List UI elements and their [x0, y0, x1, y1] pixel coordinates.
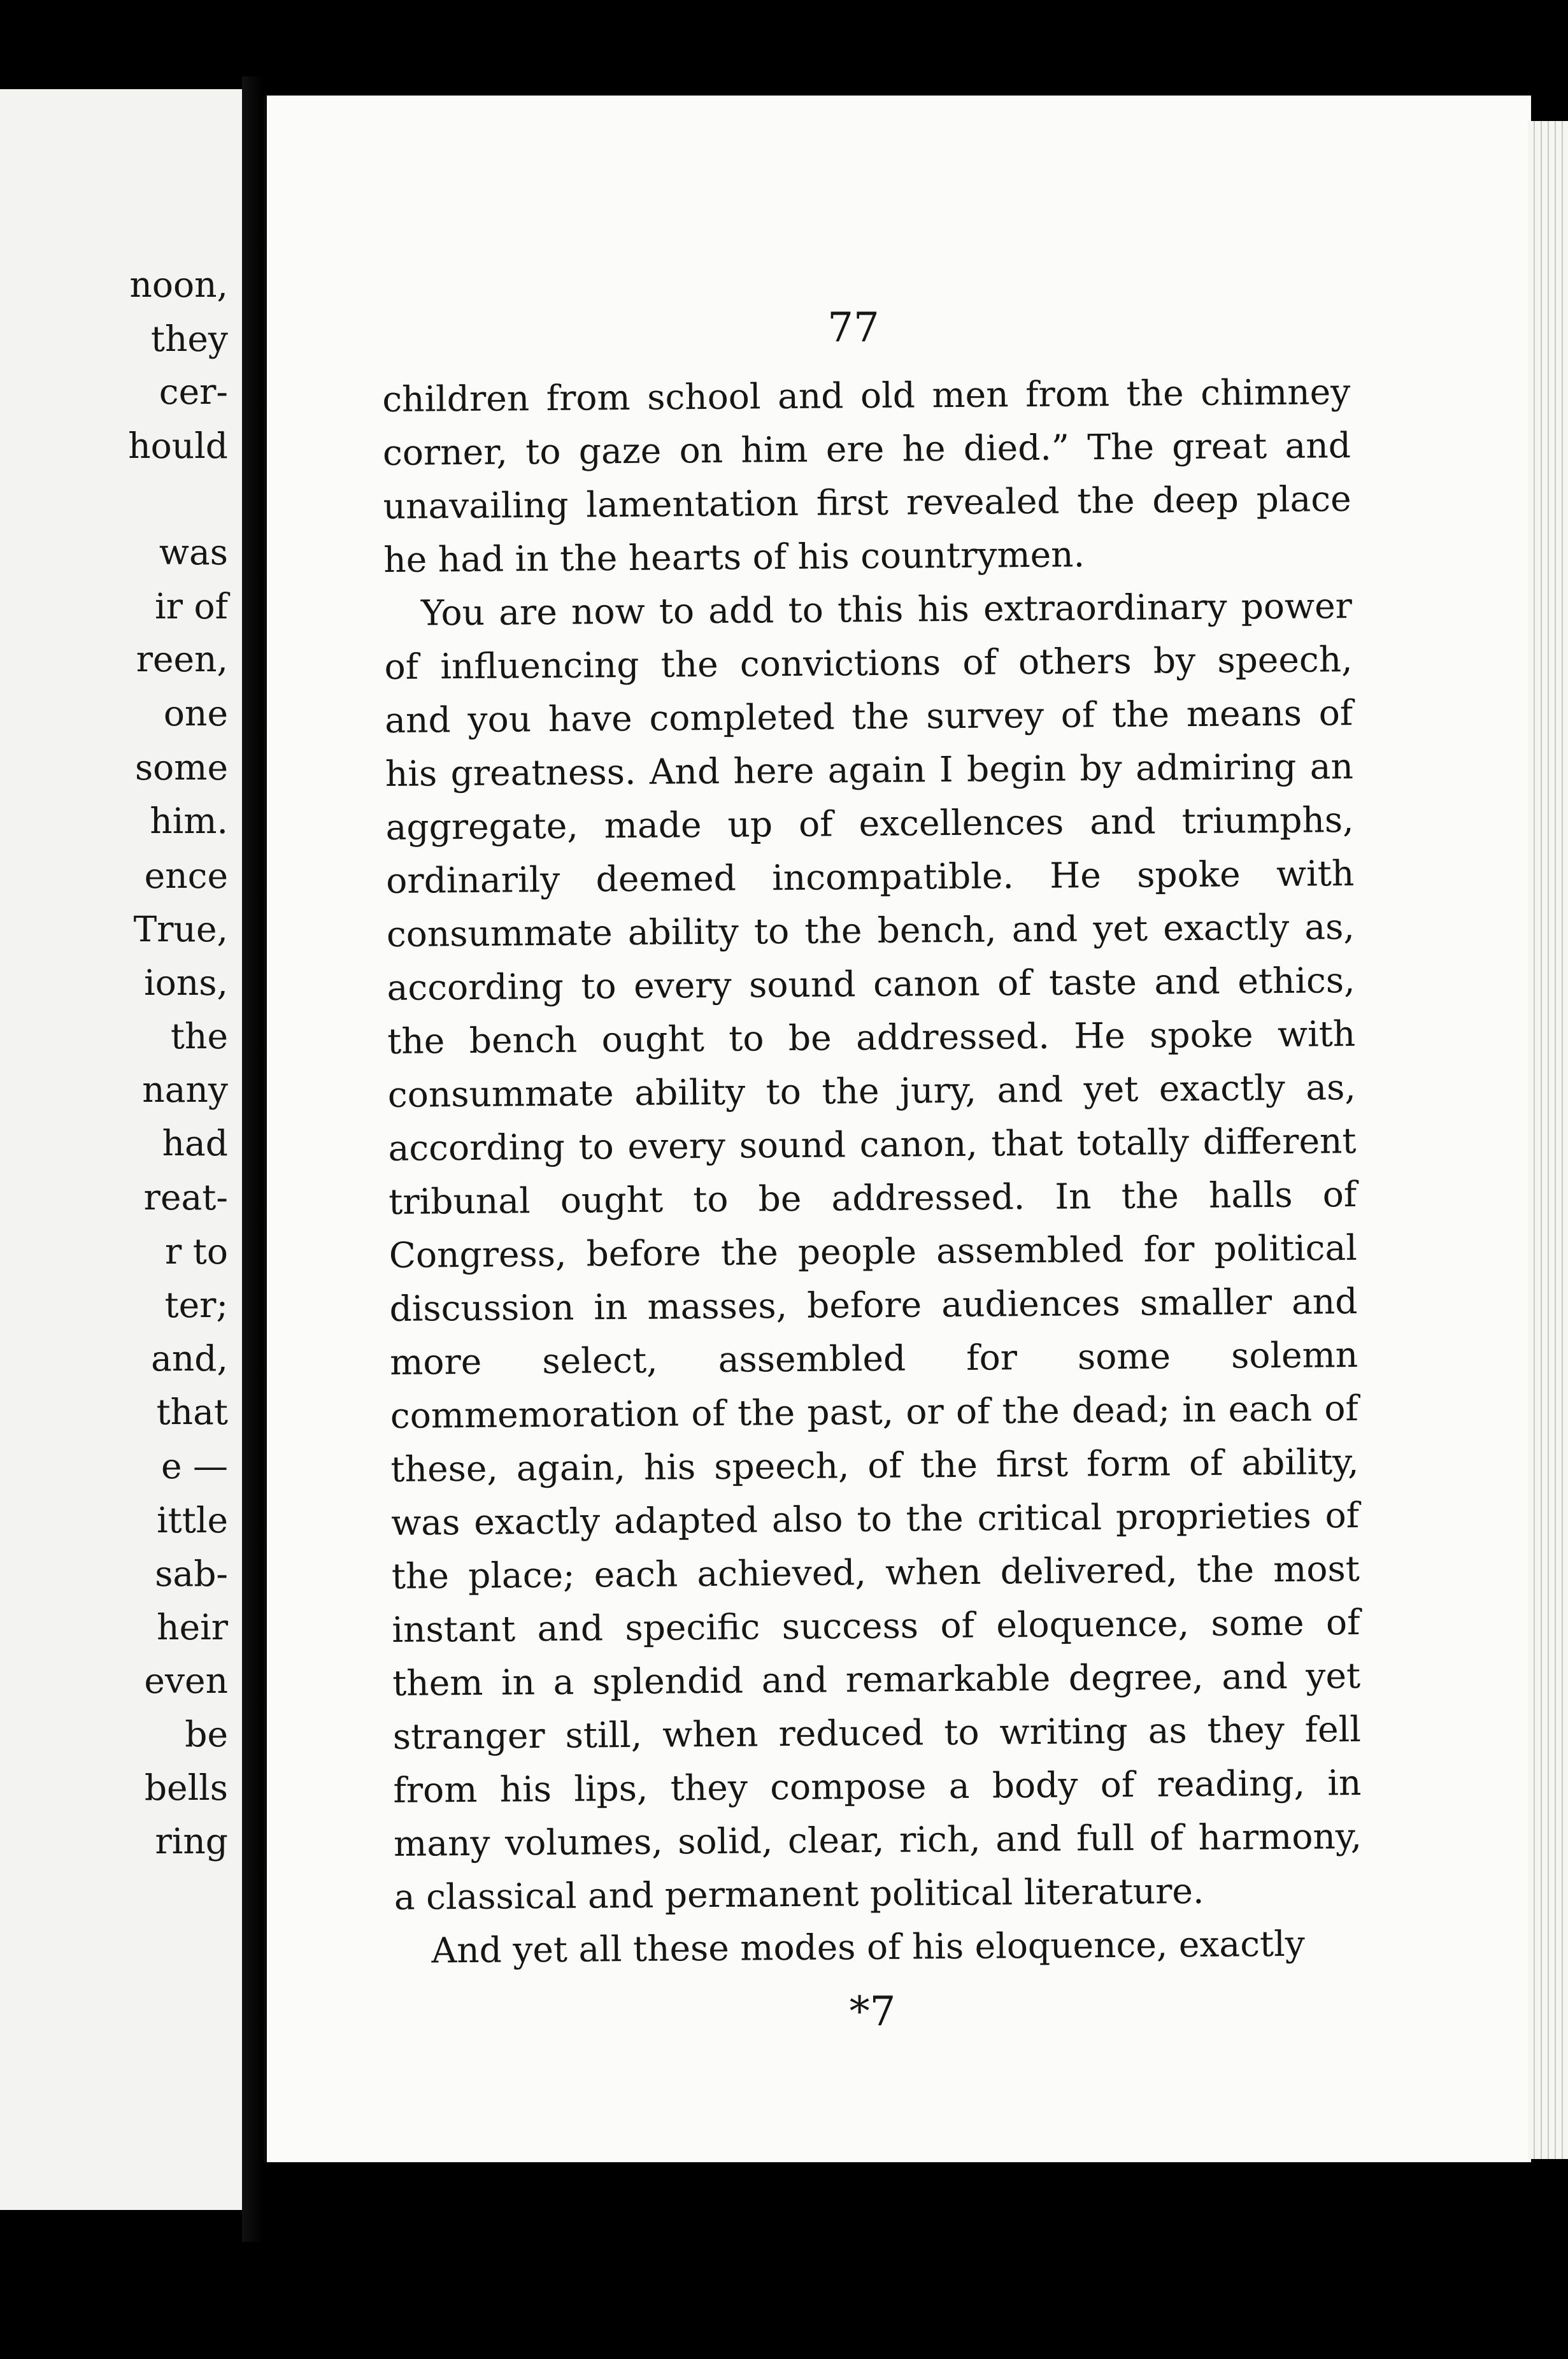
left-page-fragment: ter; — [164, 1285, 228, 1325]
paragraph: You are now to add to this his extraordinary power of influencing the convictions of others by speech, and you have completed the survey of the means of his greatness. And here again I begin by admiring an aggregate, made up of excellences and triumphs, ordinarily deemed incompatible. He spoke with consummate ability to the bench, and yet exactly as, according to every sound canon of taste and ethics, the bench ought to be addressed. He spoke with consummate ability to the jury, and yet exactly as, according to every sound canon, that totally different tribunal ought to be addressed. In the halls of Congress, before the people assembled for political discussion in masses, before audiences smaller and more select, assembled for some solemn commemoration of the past, or of the dead; in each of these, again, his speech, of the first form of ability, was exactly adapted also to the critical proprieties of the place; each achieved, when delivered, the most instant and specific success of eloquence, some of them in a splendid and remarkable degree, and yet stranger still, when reduced to writing as they fell from his lips, they compose a body of reading, in many volumes, solid, clear, rich, and full of harmony, a classical and permanent political literature. — [384, 585, 1362, 1918]
left-page-fragment: and, — [151, 1338, 228, 1379]
left-page-fragment: some — [134, 747, 228, 788]
left-page-fragment: was — [159, 532, 228, 573]
left-page-fragment: had — [162, 1123, 228, 1164]
left-page-fragment: ions, — [144, 962, 228, 1003]
left-page-fragment: sab- — [155, 1553, 228, 1594]
paragraph: children from school and old men from the chimney corner, to gaze on him ere he died.” The great and unavailing lamentation first revealed the deep place he had in the hearts of his countrymen. — [382, 371, 1351, 580]
left-page-fragment: r to — [165, 1231, 228, 1272]
left-facing-page — [0, 89, 242, 2210]
left-page-fragment: ittle — [157, 1500, 228, 1541]
left-page-fragment: noon, — [129, 264, 228, 305]
left-page-fragment: the — [170, 1016, 228, 1057]
page-edges — [1528, 121, 1568, 2159]
page-number: 77 — [827, 304, 880, 352]
body-text — [382, 365, 1363, 1978]
signature-mark: *7 — [849, 1988, 896, 2035]
book-gutter — [242, 76, 264, 2242]
left-page-fragment: True, — [133, 909, 228, 950]
left-page-fragment: they — [150, 318, 228, 359]
left-page-fragment: ir of — [155, 586, 228, 627]
paragraph: And yet all these modes of his eloquence, exactly — [431, 1923, 1305, 1971]
left-page-fragment: hould — [128, 425, 228, 466]
left-page-fragment: nany — [142, 1069, 228, 1110]
left-page-fragment: be — [185, 1714, 228, 1755]
left-page-fragment: him. — [150, 801, 228, 841]
left-page-fragment: even — [144, 1660, 228, 1701]
left-page-fragment: ence — [144, 855, 228, 896]
left-page-fragment: bells — [144, 1767, 228, 1808]
left-page-fragment: ring — [155, 1821, 228, 1862]
left-page-fragment: cer- — [159, 371, 228, 412]
left-page-fragment: e — — [160, 1446, 228, 1486]
left-page-fragment: reen, — [136, 639, 228, 680]
left-page-fragment: reat- — [143, 1177, 228, 1218]
left-page-fragment: heir — [157, 1607, 228, 1648]
left-page-fragment: that — [156, 1392, 228, 1432]
left-page-fragment: one — [163, 693, 228, 734]
